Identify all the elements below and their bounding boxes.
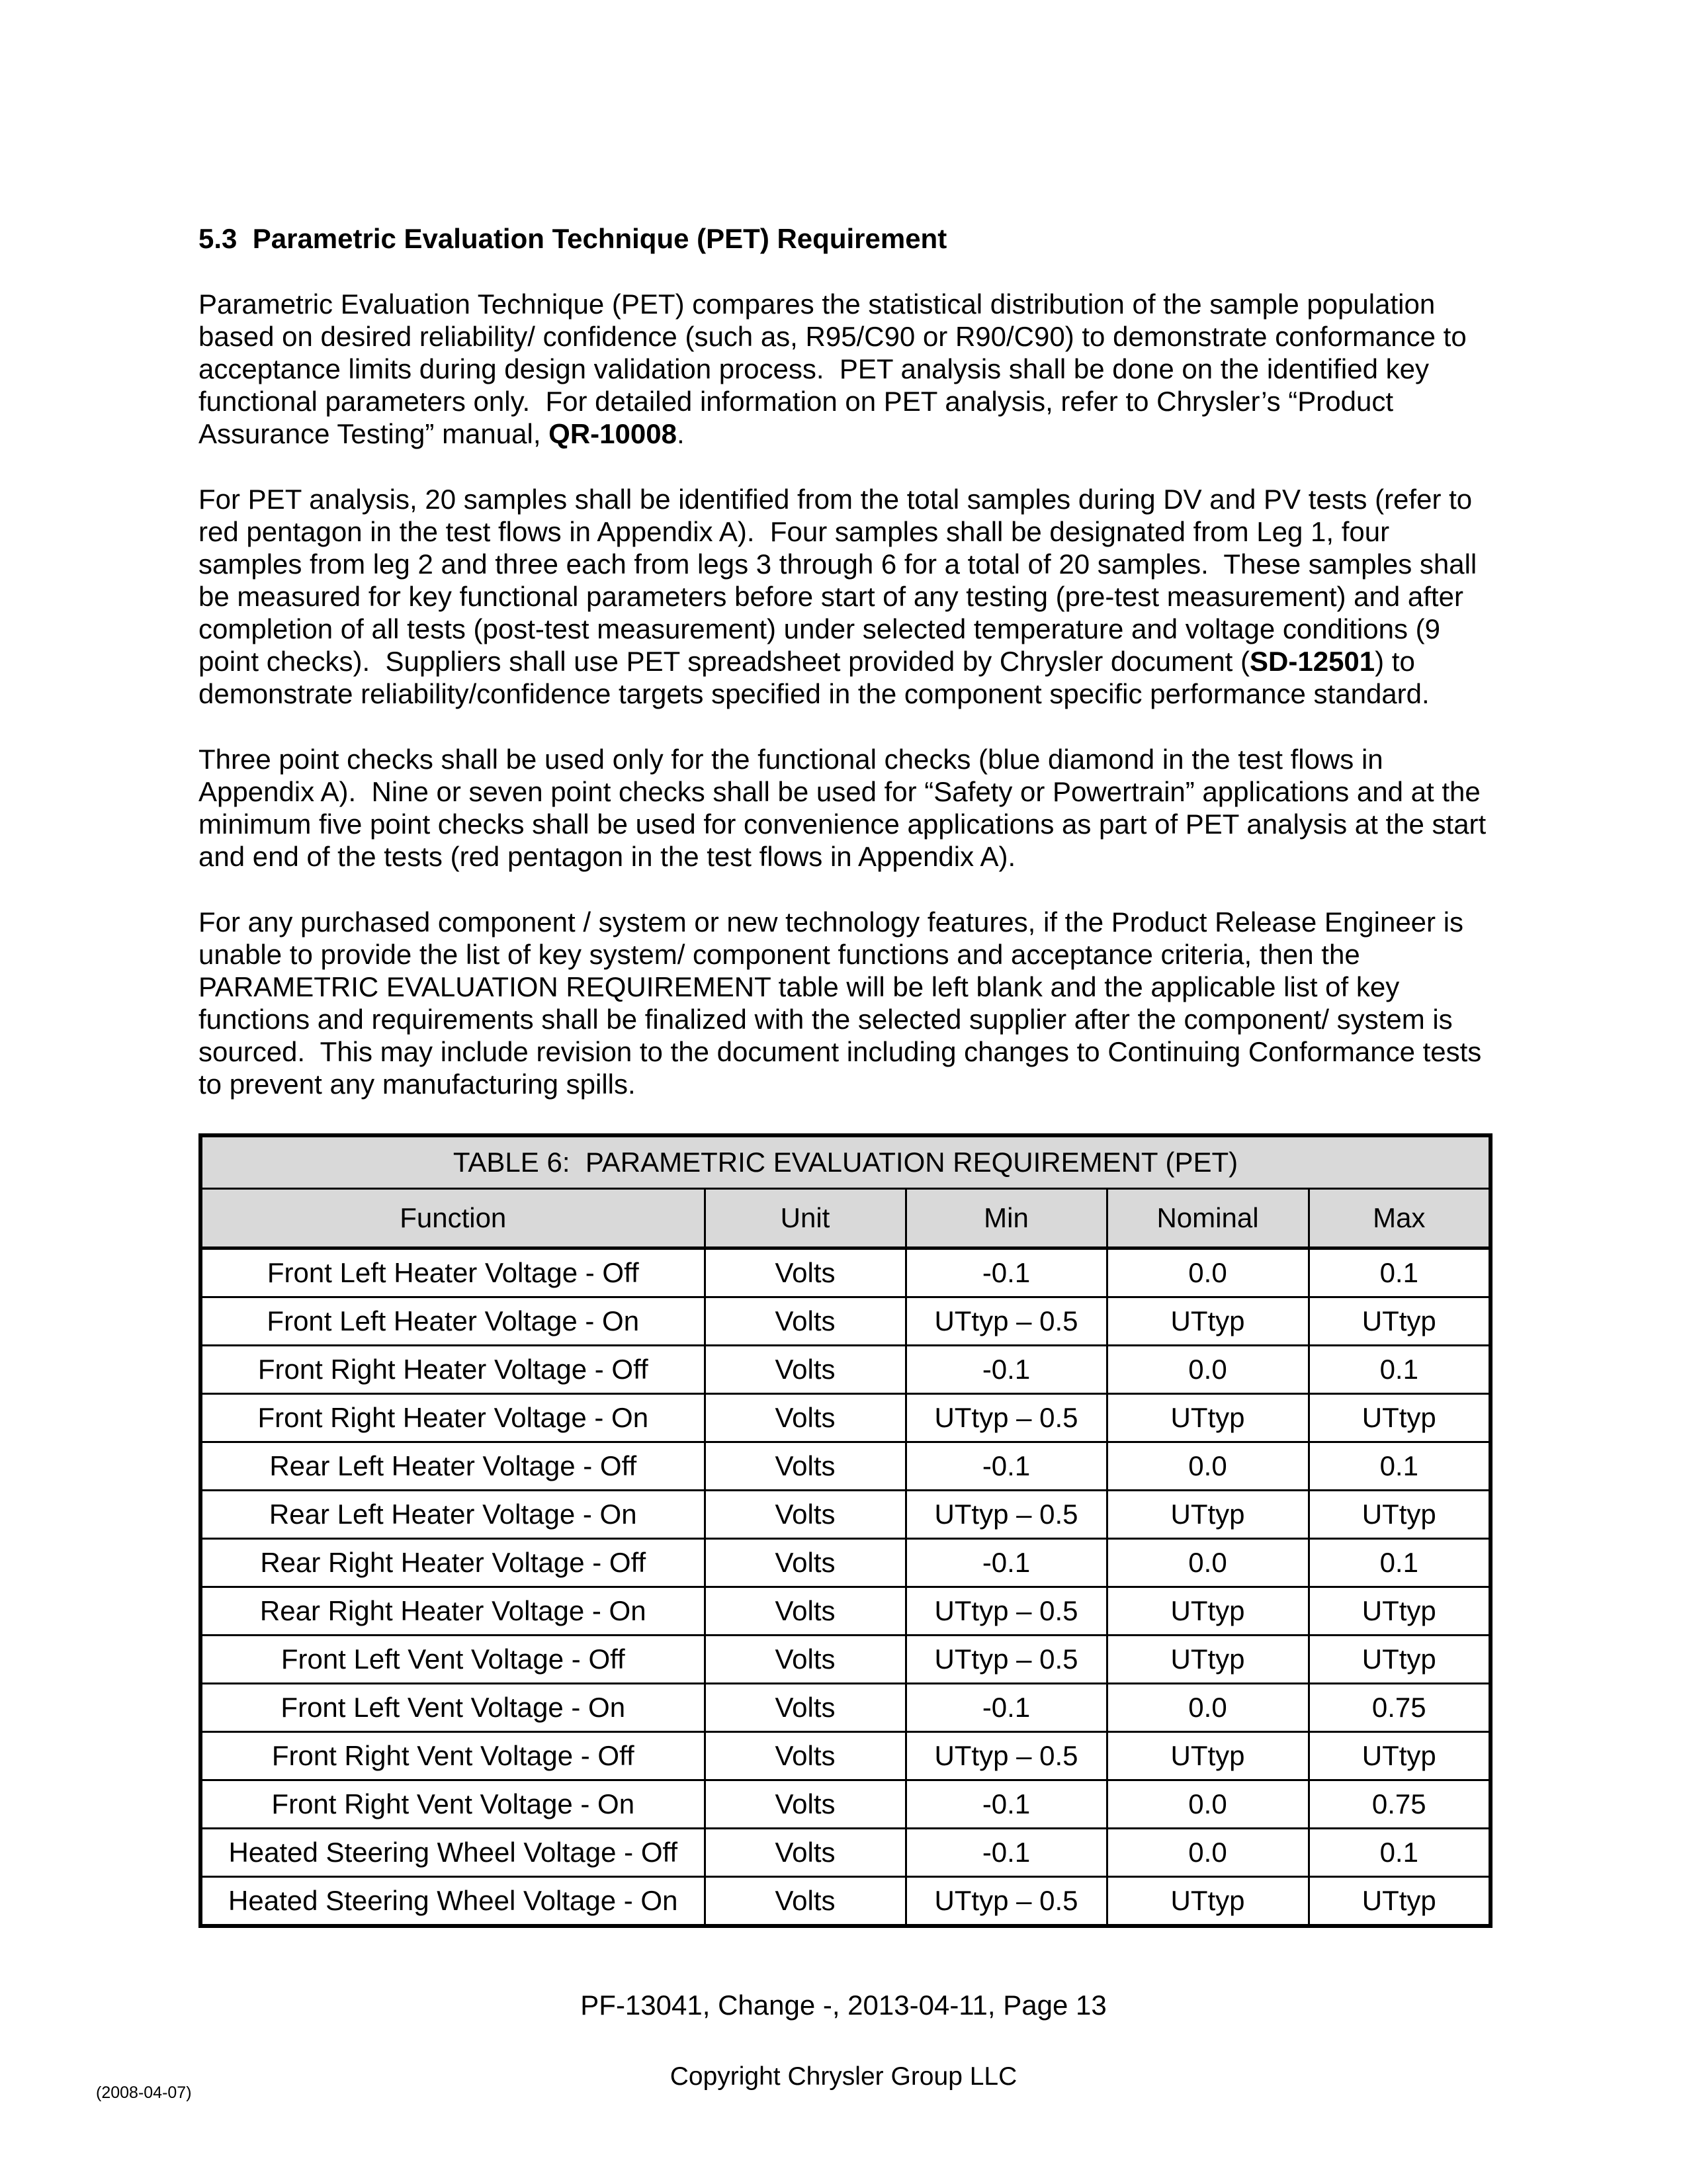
paragraph-pet-overview: [198, 288, 1489, 450]
cell-function: Rear Right Heater Voltage - On: [200, 1587, 705, 1636]
cell-nominal: UTtyp: [1107, 1636, 1309, 1684]
cell-max: UTtyp: [1309, 1394, 1491, 1442]
cell-min: UTtyp – 0.5: [906, 1394, 1107, 1442]
cell-nominal: UTtyp: [1107, 1732, 1309, 1780]
cell-min: -0.1: [906, 1346, 1107, 1394]
cell-function: Front Right Vent Voltage - Off: [200, 1732, 705, 1780]
text-segment: ) to demonstrate reliability/confidence targets specified in the component specific performance standard.: [198, 646, 1430, 709]
cell-min: UTtyp – 0.5: [906, 1732, 1107, 1780]
cell-min: -0.1: [906, 1539, 1107, 1587]
pet-requirement-table: [198, 1133, 1492, 1928]
cell-unit: Volts: [705, 1829, 906, 1877]
cell-min: -0.1: [906, 1780, 1107, 1829]
cell-min: -0.1: [906, 1442, 1107, 1491]
cell-nominal: UTtyp: [1107, 1491, 1309, 1539]
table-row: [200, 1297, 1491, 1346]
cell-nominal: UTtyp: [1107, 1587, 1309, 1636]
table-row: [200, 1636, 1491, 1684]
cell-function: Heated Steering Wheel Voltage - Off: [200, 1829, 705, 1877]
column-header-unit: Unit: [705, 1189, 906, 1248]
table-row: [200, 1491, 1491, 1539]
cell-max: UTtyp: [1309, 1587, 1491, 1636]
cell-unit: Volts: [705, 1394, 906, 1442]
cell-min: UTtyp – 0.5: [906, 1636, 1107, 1684]
cell-unit: Volts: [705, 1684, 906, 1732]
cell-min: -0.1: [906, 1684, 1107, 1732]
table-row: [200, 1684, 1491, 1732]
emphasis-text: QR-10008: [548, 418, 677, 449]
cell-min: UTtyp – 0.5: [906, 1297, 1107, 1346]
column-header-nominal: Nominal: [1107, 1189, 1309, 1248]
table-row: [200, 1442, 1491, 1491]
cell-function: Rear Left Heater Voltage - On: [200, 1491, 705, 1539]
column-header-min: Min: [906, 1189, 1107, 1248]
cell-unit: Volts: [705, 1346, 906, 1394]
cell-unit: Volts: [705, 1491, 906, 1539]
page-footer-docinfo: PF-13041, Change -, 2013-04-11, Page 13: [580, 1989, 1107, 2021]
table-row: [200, 1539, 1491, 1587]
cell-min: UTtyp – 0.5: [906, 1491, 1107, 1539]
cell-nominal: 0.0: [1107, 1829, 1309, 1877]
cell-nominal: UTtyp: [1107, 1297, 1309, 1346]
column-header-function: Function: [200, 1189, 705, 1248]
cell-nominal: 0.0: [1107, 1248, 1309, 1297]
cell-max: 0.1: [1309, 1248, 1491, 1297]
cell-function: Heated Steering Wheel Voltage - On: [200, 1877, 705, 1927]
page-footer-copyright: Copyright Chrysler Group LLC: [670, 2062, 1017, 2091]
cell-function: Rear Left Heater Voltage - Off: [200, 1442, 705, 1491]
cell-function: Front Right Heater Voltage - Off: [200, 1346, 705, 1394]
cell-min: UTtyp – 0.5: [906, 1587, 1107, 1636]
table-row: [200, 1587, 1491, 1636]
cell-max: 0.1: [1309, 1346, 1491, 1394]
text-segment: For any purchased component / system or new technology features, if the Product Release Engineer is unable to provide the list of key system/ component functions and acceptance criteria, then the PARAMETRIC EVALUATION REQUIREMENT table will be left blank and the applicable list of key functions and requirements shall be finalized with the selected supplier after the component/ system is sourced. This may include revision to the document including changes to Continuing Conformance tests to prevent any manufacturing spills.: [198, 906, 1489, 1100]
cell-max: UTtyp: [1309, 1297, 1491, 1346]
cell-function: Rear Right Heater Voltage - Off: [200, 1539, 705, 1587]
table-title: TABLE 6: PARAMETRIC EVALUATION REQUIREMENT (PET): [200, 1135, 1491, 1189]
cell-unit: Volts: [705, 1297, 906, 1346]
paragraph-pet-samples: [198, 483, 1489, 710]
cell-nominal: 0.0: [1107, 1442, 1309, 1491]
table-row: [200, 1248, 1491, 1297]
cell-unit: Volts: [705, 1877, 906, 1927]
cell-max: 0.1: [1309, 1829, 1491, 1877]
cell-nominal: 0.0: [1107, 1684, 1309, 1732]
cell-function: Front Right Heater Voltage - On: [200, 1394, 705, 1442]
table-row: [200, 1829, 1491, 1877]
text-segment: Parametric Evaluation Technique (PET) compares the statistical distribution of the sample population based on desired reliability/ confidence (such as, R95/C90 or R90/C90) to demonstrate conformance to acceptance limits during design validation process. PET analysis shall be done on the identified key functional parameters only. For detailed information on PET analysis, refer to Chrysler’s “Product Assurance Testing” manual,: [198, 288, 1475, 449]
section-heading: 5.3 Parametric Evaluation Technique (PET) Requirement: [198, 223, 947, 254]
cell-nominal: 0.0: [1107, 1539, 1309, 1587]
cell-function: Front Left Vent Voltage - Off: [200, 1636, 705, 1684]
text-segment: Three point checks shall be used only for the functional checks (blue diamond in the test flows in Appendix A). Nine or seven point checks shall be used for “Safety or Powertrain” applications and at the minimum five point checks shall be used for convenience applications as part of PET analysis at the start and end of the tests (red pentagon in the test flows in Appendix A).: [198, 744, 1494, 872]
document-content: [198, 222, 1494, 1928]
cell-max: UTtyp: [1309, 1877, 1491, 1927]
cell-unit: Volts: [705, 1539, 906, 1587]
cell-max: 0.75: [1309, 1684, 1491, 1732]
text-segment: For PET analysis, 20 samples shall be identified from the total samples during DV and PV tests (refer to red pentagon in the test flows in Appendix A). Four samples shall be designated from Leg 1, four samples from leg 2 and three each from legs 3 through 6 for a total of 20 samples. These samples shall be measured for key functional parameters before start of any testing (pre-test measurement) and after completion of all tests (post-test measurement) under selected temperature and voltage conditions (9 point checks). Suppliers shall use PET spreadsheet provided by Chrysler document (: [198, 484, 1485, 677]
cell-function: Front Left Heater Voltage - Off: [200, 1248, 705, 1297]
cell-max: UTtyp: [1309, 1491, 1491, 1539]
cell-min: UTtyp – 0.5: [906, 1877, 1107, 1927]
column-header-max: Max: [1309, 1189, 1491, 1248]
table-row: [200, 1877, 1491, 1927]
cell-function: Front Right Vent Voltage - On: [200, 1780, 705, 1829]
table-title-row: [200, 1135, 1491, 1189]
cell-function: Front Left Heater Voltage - On: [200, 1297, 705, 1346]
cell-nominal: 0.0: [1107, 1780, 1309, 1829]
cell-max: UTtyp: [1309, 1732, 1491, 1780]
text-segment: .: [676, 418, 685, 449]
cell-max: 0.1: [1309, 1442, 1491, 1491]
cell-unit: Volts: [705, 1732, 906, 1780]
paragraph-purchased-component: [198, 906, 1489, 1100]
cell-min: -0.1: [906, 1248, 1107, 1297]
cell-unit: Volts: [705, 1780, 906, 1829]
cell-nominal: 0.0: [1107, 1346, 1309, 1394]
table-row: [200, 1780, 1491, 1829]
cell-min: -0.1: [906, 1829, 1107, 1877]
table-row: [200, 1394, 1491, 1442]
cell-max: 0.75: [1309, 1780, 1491, 1829]
paragraph-point-checks: [198, 743, 1494, 873]
cell-function: Front Left Vent Voltage - On: [200, 1684, 705, 1732]
table-row: [200, 1732, 1491, 1780]
cell-unit: Volts: [705, 1442, 906, 1491]
cell-unit: Volts: [705, 1587, 906, 1636]
cell-max: UTtyp: [1309, 1636, 1491, 1684]
cell-nominal: UTtyp: [1107, 1394, 1309, 1442]
page-footer-date-note: (2008-04-07): [96, 2083, 192, 2102]
table-column-header-row: [200, 1189, 1491, 1248]
emphasis-text: SD-12501: [1250, 646, 1375, 677]
cell-unit: Volts: [705, 1636, 906, 1684]
cell-unit: Volts: [705, 1248, 906, 1297]
cell-max: 0.1: [1309, 1539, 1491, 1587]
table-row: [200, 1346, 1491, 1394]
cell-nominal: UTtyp: [1107, 1877, 1309, 1927]
